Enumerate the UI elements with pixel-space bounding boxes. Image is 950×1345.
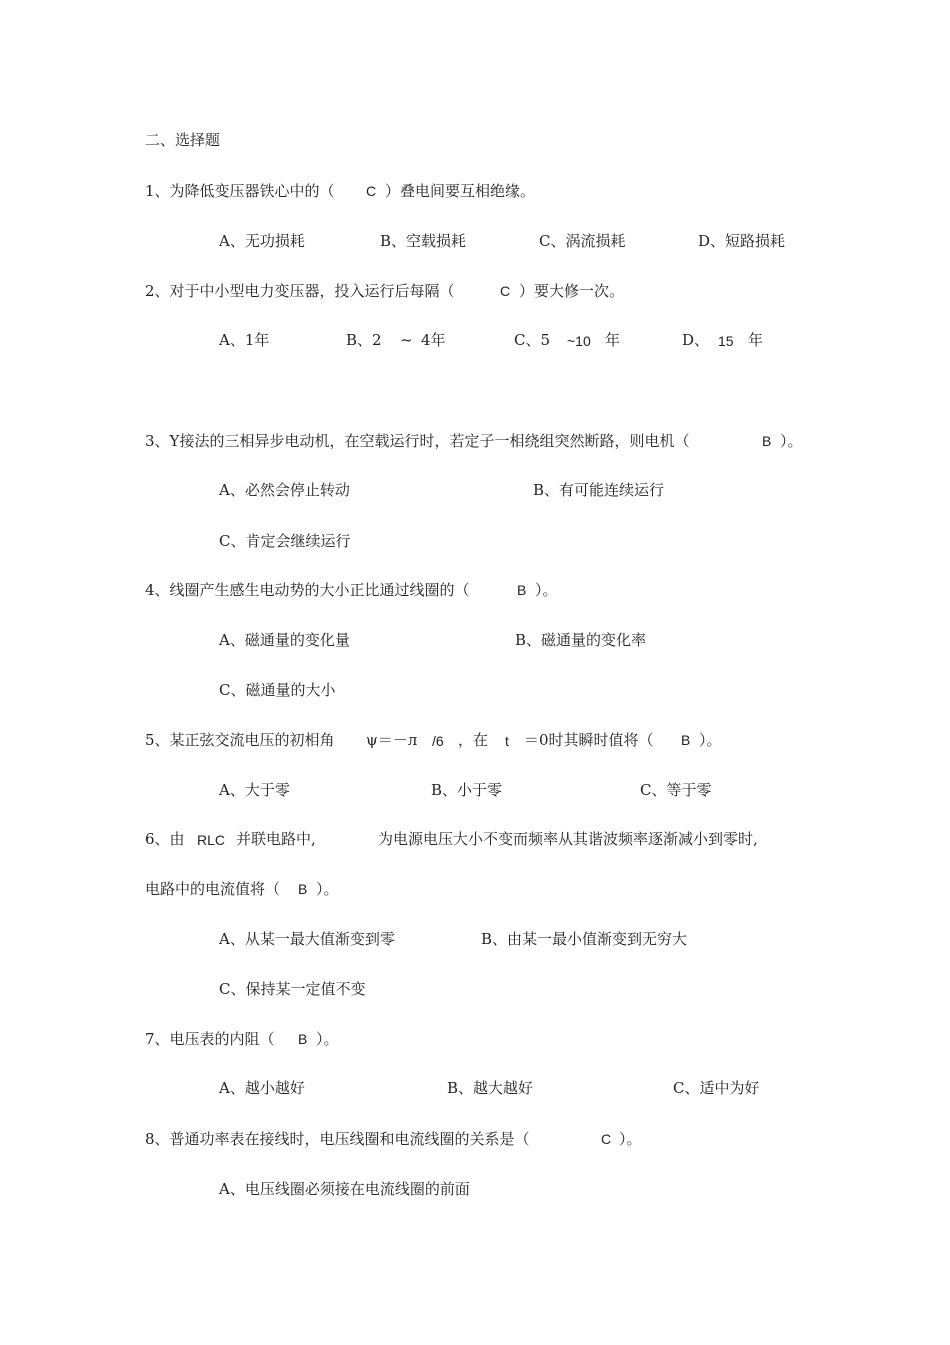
q6-stem-end: ）。 — [316, 880, 339, 898]
q3-option-c: C、肯定会继续运行 — [219, 532, 351, 550]
q5-stem-mid: ，在 — [458, 731, 489, 749]
q6-stem-circuit: 并联电路中, — [236, 830, 316, 848]
q1-option-d: D、短路损耗 — [698, 232, 786, 250]
q2-stem-start: 2、对于中小型电力变压器，投入运行后每隔（ — [145, 282, 455, 300]
q5-phase-expression: ψ＝－л — [366, 731, 418, 749]
q4-stem-start: 4、线圈产生感生电动势的大小正比通过线圈的（ — [145, 581, 470, 599]
q5-option-c: C、等于零 — [640, 781, 712, 799]
q5-stem-start: 5、某正弦交流电压的初相角 — [145, 731, 335, 749]
q7-answer: B — [298, 1031, 308, 1047]
q5-time-variable: t — [505, 733, 509, 749]
q2-option-d-prefix: D、 — [682, 331, 710, 349]
q1-answer: C — [366, 183, 377, 199]
q1-option-b: B、空载损耗 — [380, 232, 467, 250]
section-title: 二、选择题 — [145, 131, 221, 149]
q3-answer: B — [762, 433, 772, 449]
q4-option-b: B、磁通量的变化率 — [515, 631, 647, 649]
q1-option-a: A、无功损耗 — [219, 232, 305, 250]
q2-option-c-range: ~10 — [567, 333, 591, 349]
q2-option-c-prefix: C、5 — [514, 331, 551, 349]
q2-stem-end: ）要大修一次。 — [519, 282, 625, 300]
q7-option-a: A、越小越好 — [219, 1079, 305, 1097]
q5-option-a: A、大于零 — [219, 781, 290, 799]
q2-option-b-suffix: 4年 — [421, 331, 446, 349]
q8-stem-start: 8、普通功率表在接线时，电压线圈和电流线圈的关系是（ — [145, 1130, 530, 1148]
q3-option-a: A、必然会停止转动 — [219, 481, 350, 499]
q3-option-b: B、有可能连续运行 — [533, 481, 665, 499]
q2-option-b-prefix: B、2 — [346, 331, 382, 349]
q3-stem-start: 3、Y接法的三相异步电动机，在空载运行时，若定子一相绕组突然断路，则电机（ — [145, 432, 690, 450]
q5-option-b: B、小于零 — [431, 781, 503, 799]
q6-stem-condition: 为电源电压大小不变而频率从其谐波频率逐渐减小到零时, — [378, 830, 758, 848]
q1-stem-start: 1、为降低变压器铁心中的（ — [145, 182, 335, 200]
q6-stem-start: 6、由 — [145, 830, 185, 848]
q7-stem-end: ）。 — [316, 1030, 339, 1048]
q2-option-d-suffix: 年 — [748, 331, 764, 349]
q8-stem-end: ）。 — [619, 1130, 642, 1148]
q6-stem-second-line: 电路中的电流值将（ — [145, 880, 281, 898]
q5-phase-fraction: /6 — [432, 733, 444, 749]
q5-answer: B — [681, 732, 691, 748]
q2-option-a: A、1年 — [219, 331, 270, 349]
q4-answer: B — [517, 582, 527, 598]
q4-option-a: A、磁通量的变化量 — [219, 631, 350, 649]
q6-rlc: RLC — [197, 832, 226, 848]
q7-stem-start: 7、电压表的内阻（ — [145, 1030, 275, 1048]
q8-option-a: A、电压线圈必须接在电流线圈的前面 — [219, 1180, 470, 1198]
q1-option-c: C、涡流损耗 — [539, 232, 626, 250]
q2-option-d-number: 15 — [718, 333, 734, 349]
q6-answer: B — [298, 881, 308, 897]
q4-stem-end: ）。 — [535, 581, 558, 599]
q3-stem-end: ）。 — [780, 432, 803, 450]
q8-answer: C — [601, 1131, 612, 1147]
q5-stem-close: ）。 — [699, 731, 722, 749]
q7-option-c: C、适中为好 — [673, 1079, 760, 1097]
q4-option-c: C、磁通量的大小 — [219, 681, 336, 699]
q6-option-b: B、由某一最小值渐变到无穷大 — [481, 930, 688, 948]
q2-answer: C — [500, 283, 511, 299]
q7-option-b: B、越大越好 — [447, 1079, 534, 1097]
q5-stem-end: ＝0时其瞬时值将（ — [524, 731, 654, 749]
q1-stem-end: ）叠电间要互相绝缘。 — [385, 182, 536, 200]
q2-option-b-tilde: ~ — [400, 331, 413, 349]
q2-option-c-suffix: 年 — [605, 331, 621, 349]
q6-option-a: A、从某一最大值渐变到零 — [219, 930, 395, 948]
q6-option-c: C、保持某一定值不变 — [219, 980, 366, 998]
